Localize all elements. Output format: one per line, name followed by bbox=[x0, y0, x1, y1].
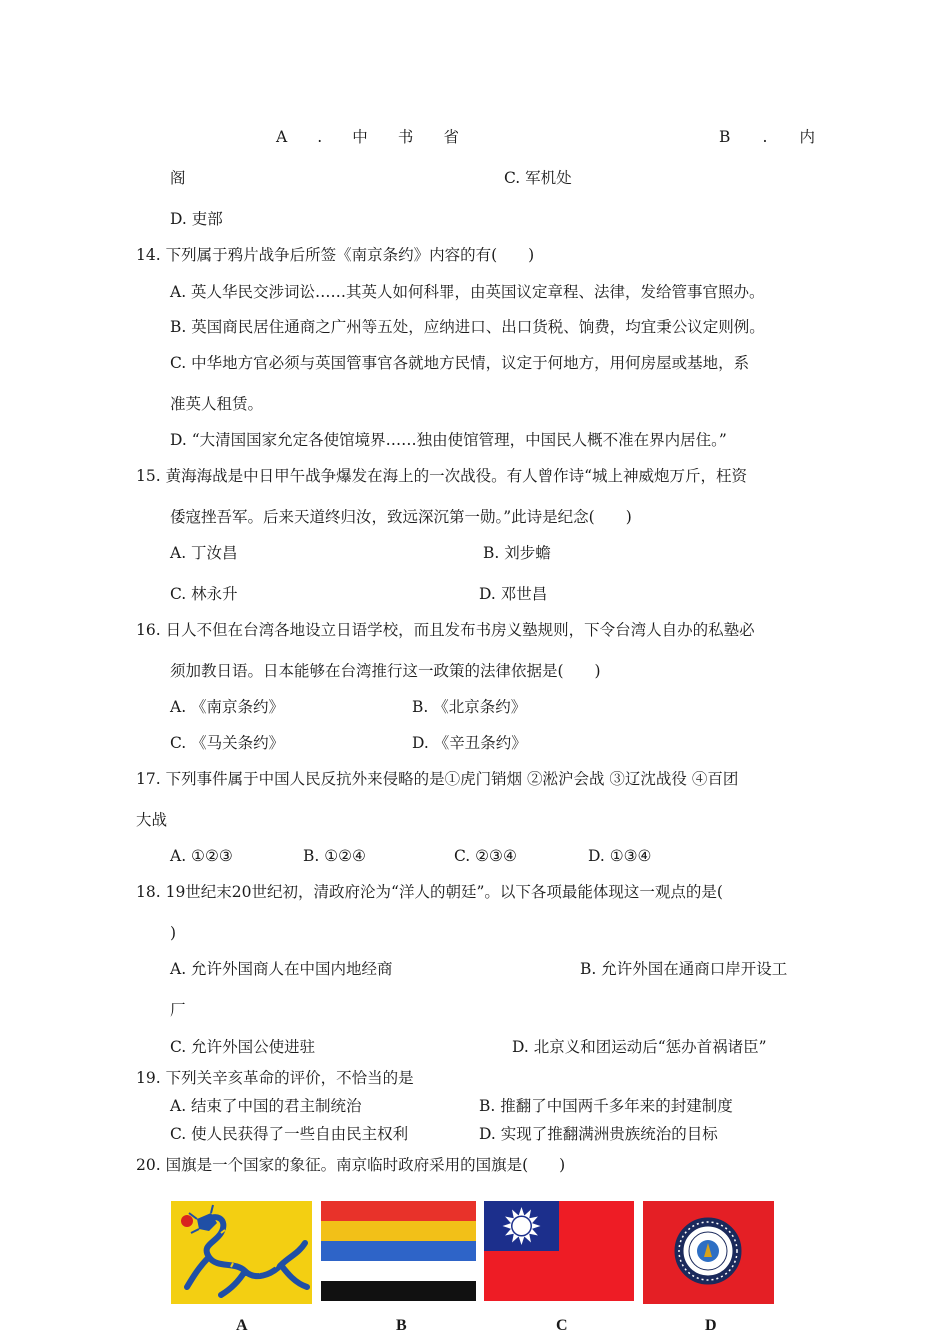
flag-d-red-emblem bbox=[643, 1201, 774, 1304]
q17-option-a: A. ①②③ bbox=[170, 847, 233, 865]
flag-label-b: B bbox=[396, 1317, 407, 1334]
q19-option-c: C. 使人民获得了一些自由民主权利 bbox=[170, 1125, 409, 1143]
emblem-flag-icon bbox=[643, 1201, 774, 1304]
q15-option-c: C. 林永升 bbox=[170, 585, 238, 603]
q13-b-letter: B bbox=[719, 128, 731, 146]
q18-option-c: C. 允许外国公使进驻 bbox=[170, 1038, 316, 1056]
q13-option-d: D. 吏部 bbox=[170, 210, 223, 228]
q20-stem: 20. 国旗是一个国家的象征。南京临时政府采用的国旗是( ) bbox=[136, 1156, 566, 1174]
q17-option-c: C. ②③④ bbox=[454, 847, 517, 865]
q13-a-char-3: 省 bbox=[443, 128, 459, 146]
q19-option-d: D. 实现了推翻满洲贵族统治的目标 bbox=[479, 1125, 718, 1143]
q13-b-char-1: 内 bbox=[799, 128, 815, 146]
q17-option-d: D. ①③④ bbox=[588, 847, 652, 865]
q13-option-c: C. 军机处 bbox=[504, 169, 572, 187]
q13-b-dot: . bbox=[762, 128, 768, 146]
q16-option-a: A. 《南京条约》 bbox=[170, 698, 285, 716]
q16-stem-line2: 须加教日语。日本能够在台湾推行这一政策的法律依据是( ) bbox=[170, 662, 601, 680]
flag-label-c: C bbox=[556, 1317, 568, 1334]
white-sun-flag-icon bbox=[484, 1201, 634, 1301]
q17-option-b: B. ①②④ bbox=[303, 847, 366, 865]
q19-option-b: B. 推翻了中国两千多年来的封建制度 bbox=[479, 1097, 733, 1115]
q13-option-a bbox=[276, 127, 459, 147]
q18-option-b-line1: B. 允许外国在通商口岸开设工 bbox=[580, 960, 788, 978]
flag-a-pearl bbox=[181, 1215, 193, 1227]
q19-option-a: A. 结束了中国的君主制统治 bbox=[170, 1097, 362, 1115]
q15-option-d: D. 邓世昌 bbox=[479, 585, 548, 603]
q14-option-c-line1: C. 中华地方官必须与英国管事官各就地方民情，议定于何地方，用何房屋或基地，系 bbox=[170, 354, 750, 372]
q13-a-letter: A bbox=[276, 128, 288, 146]
q16-option-d: D. 《辛丑条约》 bbox=[412, 734, 527, 752]
q16-option-c: C. 《马关条约》 bbox=[170, 734, 285, 752]
flag-b-stripe-black bbox=[321, 1281, 476, 1301]
q16-stem-line1: 16. 日人不但在台湾各地设立日语学校，而且发布书房义塾规则，下令台湾人自办的私塾必 bbox=[136, 621, 755, 639]
q14-option-a: A. 英人华民交涉词讼……其英人如何科罪，由英国议定章程、法律，发给管事官照办。 bbox=[170, 283, 765, 301]
q18-stem-line1: 18. 19世纪末20世纪初，清政府沦为“洋人的朝廷”。以下各项最能体现这一观点的是( bbox=[136, 883, 723, 901]
q15-option-a: A. 丁汝昌 bbox=[170, 544, 238, 562]
q14-option-d: D. “大清国国家允定各使馆境界……独由使馆管理，中国民人概不准在界内居住。” bbox=[170, 431, 727, 449]
q16-option-b: B. 《北京条约》 bbox=[412, 698, 527, 716]
flag-label-a: A bbox=[236, 1317, 248, 1334]
q13-option-b-head bbox=[719, 127, 815, 147]
q18-option-a: A. 允许外国商人在中国内地经商 bbox=[170, 960, 393, 978]
q13-option-b-tail: 阁 bbox=[170, 169, 186, 187]
flag-c-sun-disc bbox=[513, 1217, 531, 1235]
q17-stem-line1: 17. 下列事件属于中国人民反抗外来侵略的是①虎门销烟 ②淞沪会战 ③辽沈战役 ④百团 bbox=[136, 770, 739, 788]
flag-a-yellow-dragon bbox=[171, 1201, 312, 1304]
q14-option-b: B. 英国商民居住通商之广州等五处，应纳进口、出口货税、饷费，均宜秉公议定则例。 bbox=[170, 318, 765, 336]
flag-b-stripe-red bbox=[321, 1201, 476, 1221]
flag-b-five-colored bbox=[321, 1201, 476, 1301]
flag-b-stripe-blue bbox=[321, 1241, 476, 1261]
flag-c-sun-red bbox=[484, 1201, 634, 1301]
q14-option-c-line2: 准英人租赁。 bbox=[170, 395, 264, 413]
q15-stem-line2: 倭寇挫吾军。后来天道终归汝，致远深沉第一勋。”此诗是纪念( ) bbox=[170, 508, 632, 526]
flag-b-stripe-yellow bbox=[321, 1221, 476, 1241]
q13-a-char-2: 书 bbox=[397, 128, 414, 146]
flag-label-d: D bbox=[705, 1317, 717, 1334]
q18-stem-line2: ) bbox=[170, 924, 177, 942]
q13-a-dot: . bbox=[317, 128, 323, 146]
q13-a-char-1: 中 bbox=[352, 128, 368, 146]
yellow-dragon-flag-icon bbox=[171, 1201, 312, 1304]
q19-stem: 19. 下列关辛亥革命的评价，不恰当的是 bbox=[136, 1069, 414, 1087]
q14-stem: 14. 下列属于鸦片战争后所签《南京条约》内容的有( ) bbox=[136, 246, 535, 264]
q17-stem-line2: 大战 bbox=[136, 811, 168, 829]
q18-option-d: D. 北京义和团运动后“惩办首祸诸臣” bbox=[512, 1038, 767, 1056]
flag-b-stripe-white bbox=[321, 1261, 476, 1281]
q15-stem-line1: 15. 黄海海战是中日甲午战争爆发在海上的一次战役。有人曾作诗“城上神威炮万斤，枉资 bbox=[136, 467, 748, 485]
q18-option-b-line2: 厂 bbox=[170, 1001, 186, 1019]
q15-option-b: B. 刘步蟾 bbox=[483, 544, 551, 562]
